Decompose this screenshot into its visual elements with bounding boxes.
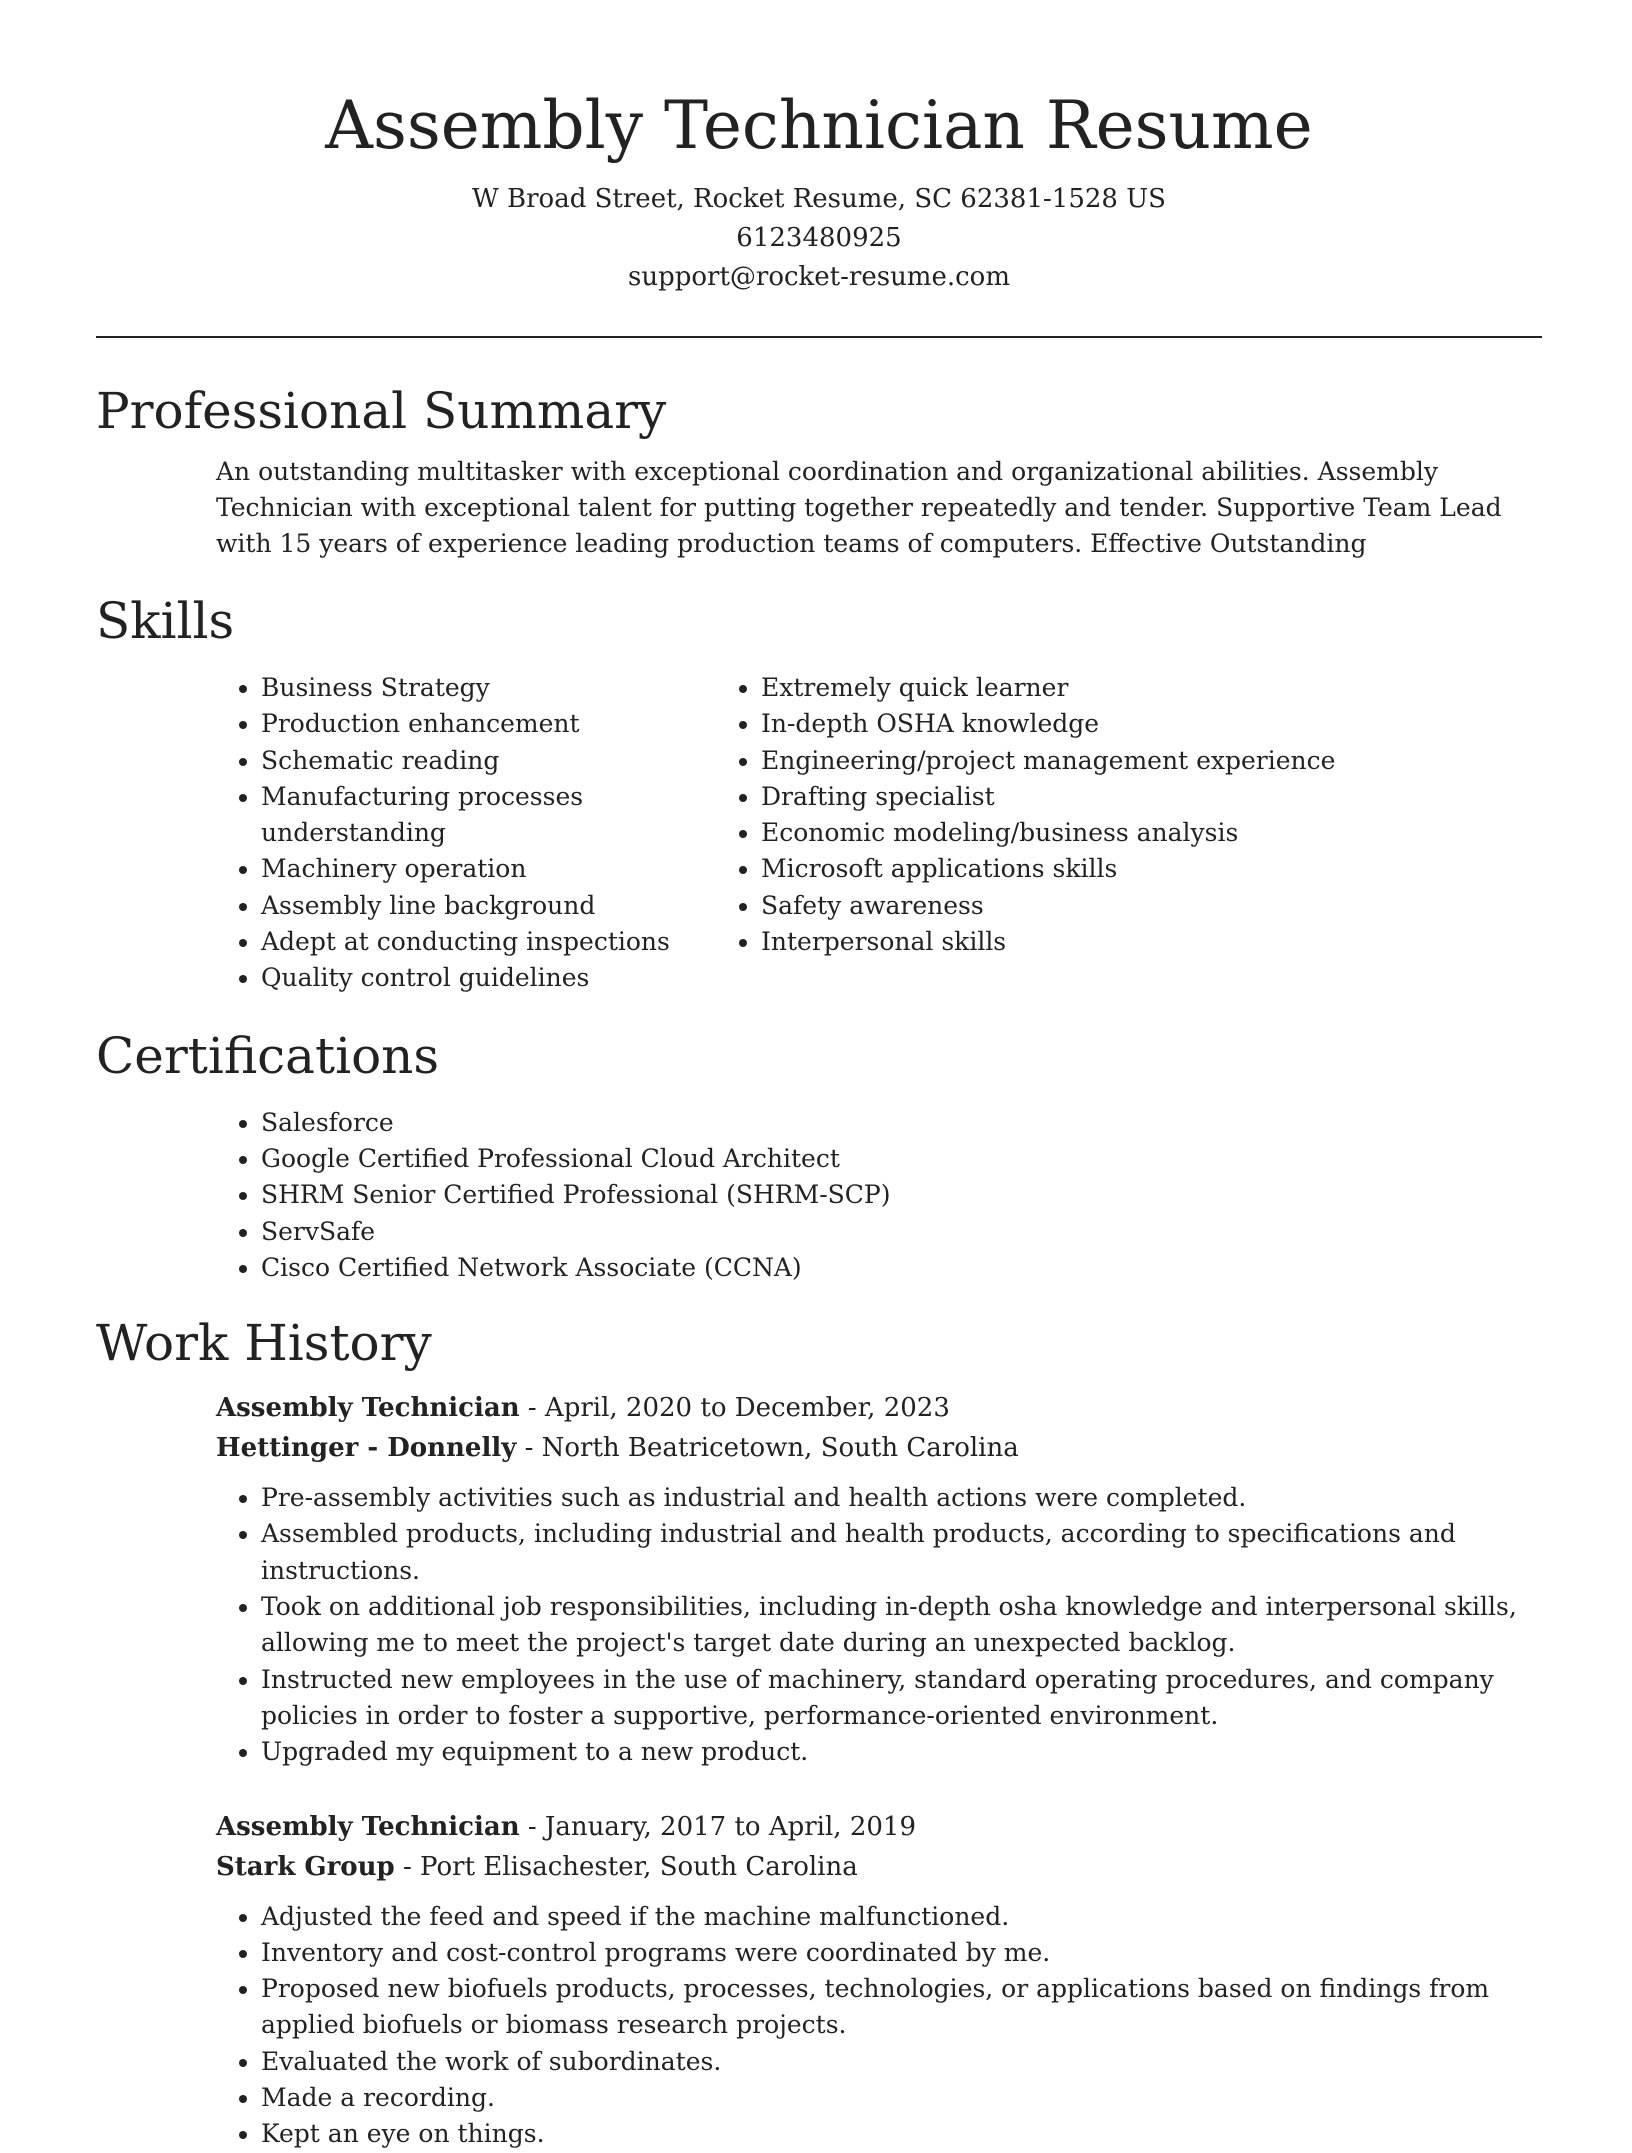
skill-item: • Engineering/project management experience bbox=[761, 743, 1335, 779]
job-entry bbox=[216, 1807, 1542, 2153]
skill-item: • Business Strategy bbox=[261, 670, 748, 706]
job-location: - Port Elisachester, South Carolina bbox=[394, 1851, 858, 1882]
skills-columns bbox=[96, 670, 1542, 997]
job-bullet: • Kept an eye on things. bbox=[261, 2116, 1542, 2152]
resume-title: Assembly Technician Resume bbox=[325, 87, 1313, 164]
job-bullet: • Took on additional job responsibilities, including in-depth osha knowledge and interpersonal skills, allowing me to meet the project's target date during an unexpected backlog. bbox=[261, 1589, 1542, 1662]
skill-item: • In-depth OSHA knowledge bbox=[761, 706, 1335, 742]
skill-item: • Schematic reading bbox=[261, 743, 748, 779]
job-bullet: • Evaluated the work of subordinates. bbox=[261, 2044, 1542, 2080]
skill-item: • Interpersonal skills bbox=[761, 924, 1335, 960]
job-dates: - April, 2020 to December, 2023 bbox=[519, 1393, 950, 1424]
certifications-list bbox=[96, 1105, 1542, 1286]
job-company-line bbox=[216, 1847, 1542, 1887]
skill-item: • Manufacturing processes understanding bbox=[261, 779, 748, 852]
job-title: Assembly Technician bbox=[216, 1393, 520, 1424]
contact-email: support@rocket-resume.com bbox=[627, 262, 1010, 292]
job-company: Hettinger - Donnelly bbox=[216, 1433, 517, 1464]
job-entry bbox=[216, 1388, 1542, 1770]
job-bullet: • Assembled products, including industrial and health products, according to specifications and instructions. bbox=[261, 1516, 1542, 1589]
skill-item: • Adept at conducting inspections bbox=[261, 924, 748, 960]
certification-item: • ServSafe bbox=[261, 1214, 1542, 1250]
section-title-skills: Skills bbox=[96, 592, 235, 650]
job-company: Stark Group bbox=[216, 1851, 395, 1882]
summary-text: An outstanding multitasker with exceptional coordination and organizational abilities. Assembly Technician with exceptional talent for putting together repeatedly and tender. Supportive Team Lead with 15 years of experience leading production teams of computers. Effective Outstanding bbox=[216, 457, 1502, 558]
skills-list-right bbox=[596, 670, 1335, 997]
job-bullet: • Upgraded my equipment to a new product. bbox=[261, 1734, 1542, 1770]
contact-phone: 6123480925 bbox=[736, 223, 902, 253]
skill-item: • Quality control guidelines bbox=[261, 960, 748, 996]
job-dates: - January, 2017 to April, 2019 bbox=[519, 1811, 917, 1842]
job-bullets bbox=[216, 1899, 1542, 2153]
job-bullet: • Made a recording. bbox=[261, 2080, 1542, 2116]
job-title-line bbox=[216, 1388, 1542, 1428]
job-location: - North Beatricetown, South Carolina bbox=[516, 1433, 1019, 1464]
contact-block bbox=[96, 180, 1542, 297]
skill-item: • Microsoft applications skills bbox=[761, 851, 1335, 887]
certification-item: • Salesforce bbox=[261, 1105, 1542, 1141]
job-title: Assembly Technician bbox=[216, 1811, 520, 1842]
job-bullet: • Pre-assembly activities such as industrial and health actions were completed. bbox=[261, 1480, 1542, 1516]
job-bullets bbox=[216, 1480, 1542, 1770]
skill-item: • Economic modeling/business analysis bbox=[761, 815, 1335, 851]
skill-item: • Production enhancement bbox=[261, 706, 748, 742]
skill-item: • Assembly line background bbox=[261, 888, 748, 924]
job-title-line bbox=[216, 1807, 1542, 1847]
section-title-summary: Professional Summary bbox=[96, 382, 667, 440]
contact-address: W Broad Street, Rocket Resume, SC 62381-1528 US bbox=[472, 184, 1166, 214]
section-title-work-history: Work History bbox=[96, 1314, 432, 1373]
certification-item: • Google Certified Professional Cloud Architect bbox=[261, 1141, 1542, 1177]
certification-item: • Cisco Certified Network Associate (CCNA) bbox=[261, 1250, 1542, 1286]
job-bullet: • Instructed new employees in the use of machinery, standard operating procedures, and company policies in order to foster a supportive, performance-oriented environment. bbox=[261, 1662, 1542, 1735]
section-title-certifications: Certifications bbox=[96, 1026, 440, 1085]
job-bullet: • Inventory and cost-control programs were coordinated by me. bbox=[261, 1935, 1542, 1971]
job-bullet: • Adjusted the feed and speed if the machine malfunctioned. bbox=[261, 1899, 1542, 1935]
resume-page bbox=[96, 0, 1542, 2153]
skill-item: • Safety awareness bbox=[761, 888, 1335, 924]
job-bullet: • Proposed new biofuels products, processes, technologies, or applications based on findings from applied biofuels or biomass research projects. bbox=[261, 1971, 1542, 2044]
skill-item: • Extremely quick learner bbox=[761, 670, 1335, 706]
skill-item: • Machinery operation bbox=[261, 851, 748, 887]
header-divider bbox=[96, 336, 1542, 338]
skill-item: • Drafting specialist bbox=[761, 779, 1335, 815]
certification-item: • SHRM Senior Certified Professional (SHRM-SCP) bbox=[261, 1177, 1542, 1213]
job-company-line bbox=[216, 1428, 1542, 1468]
